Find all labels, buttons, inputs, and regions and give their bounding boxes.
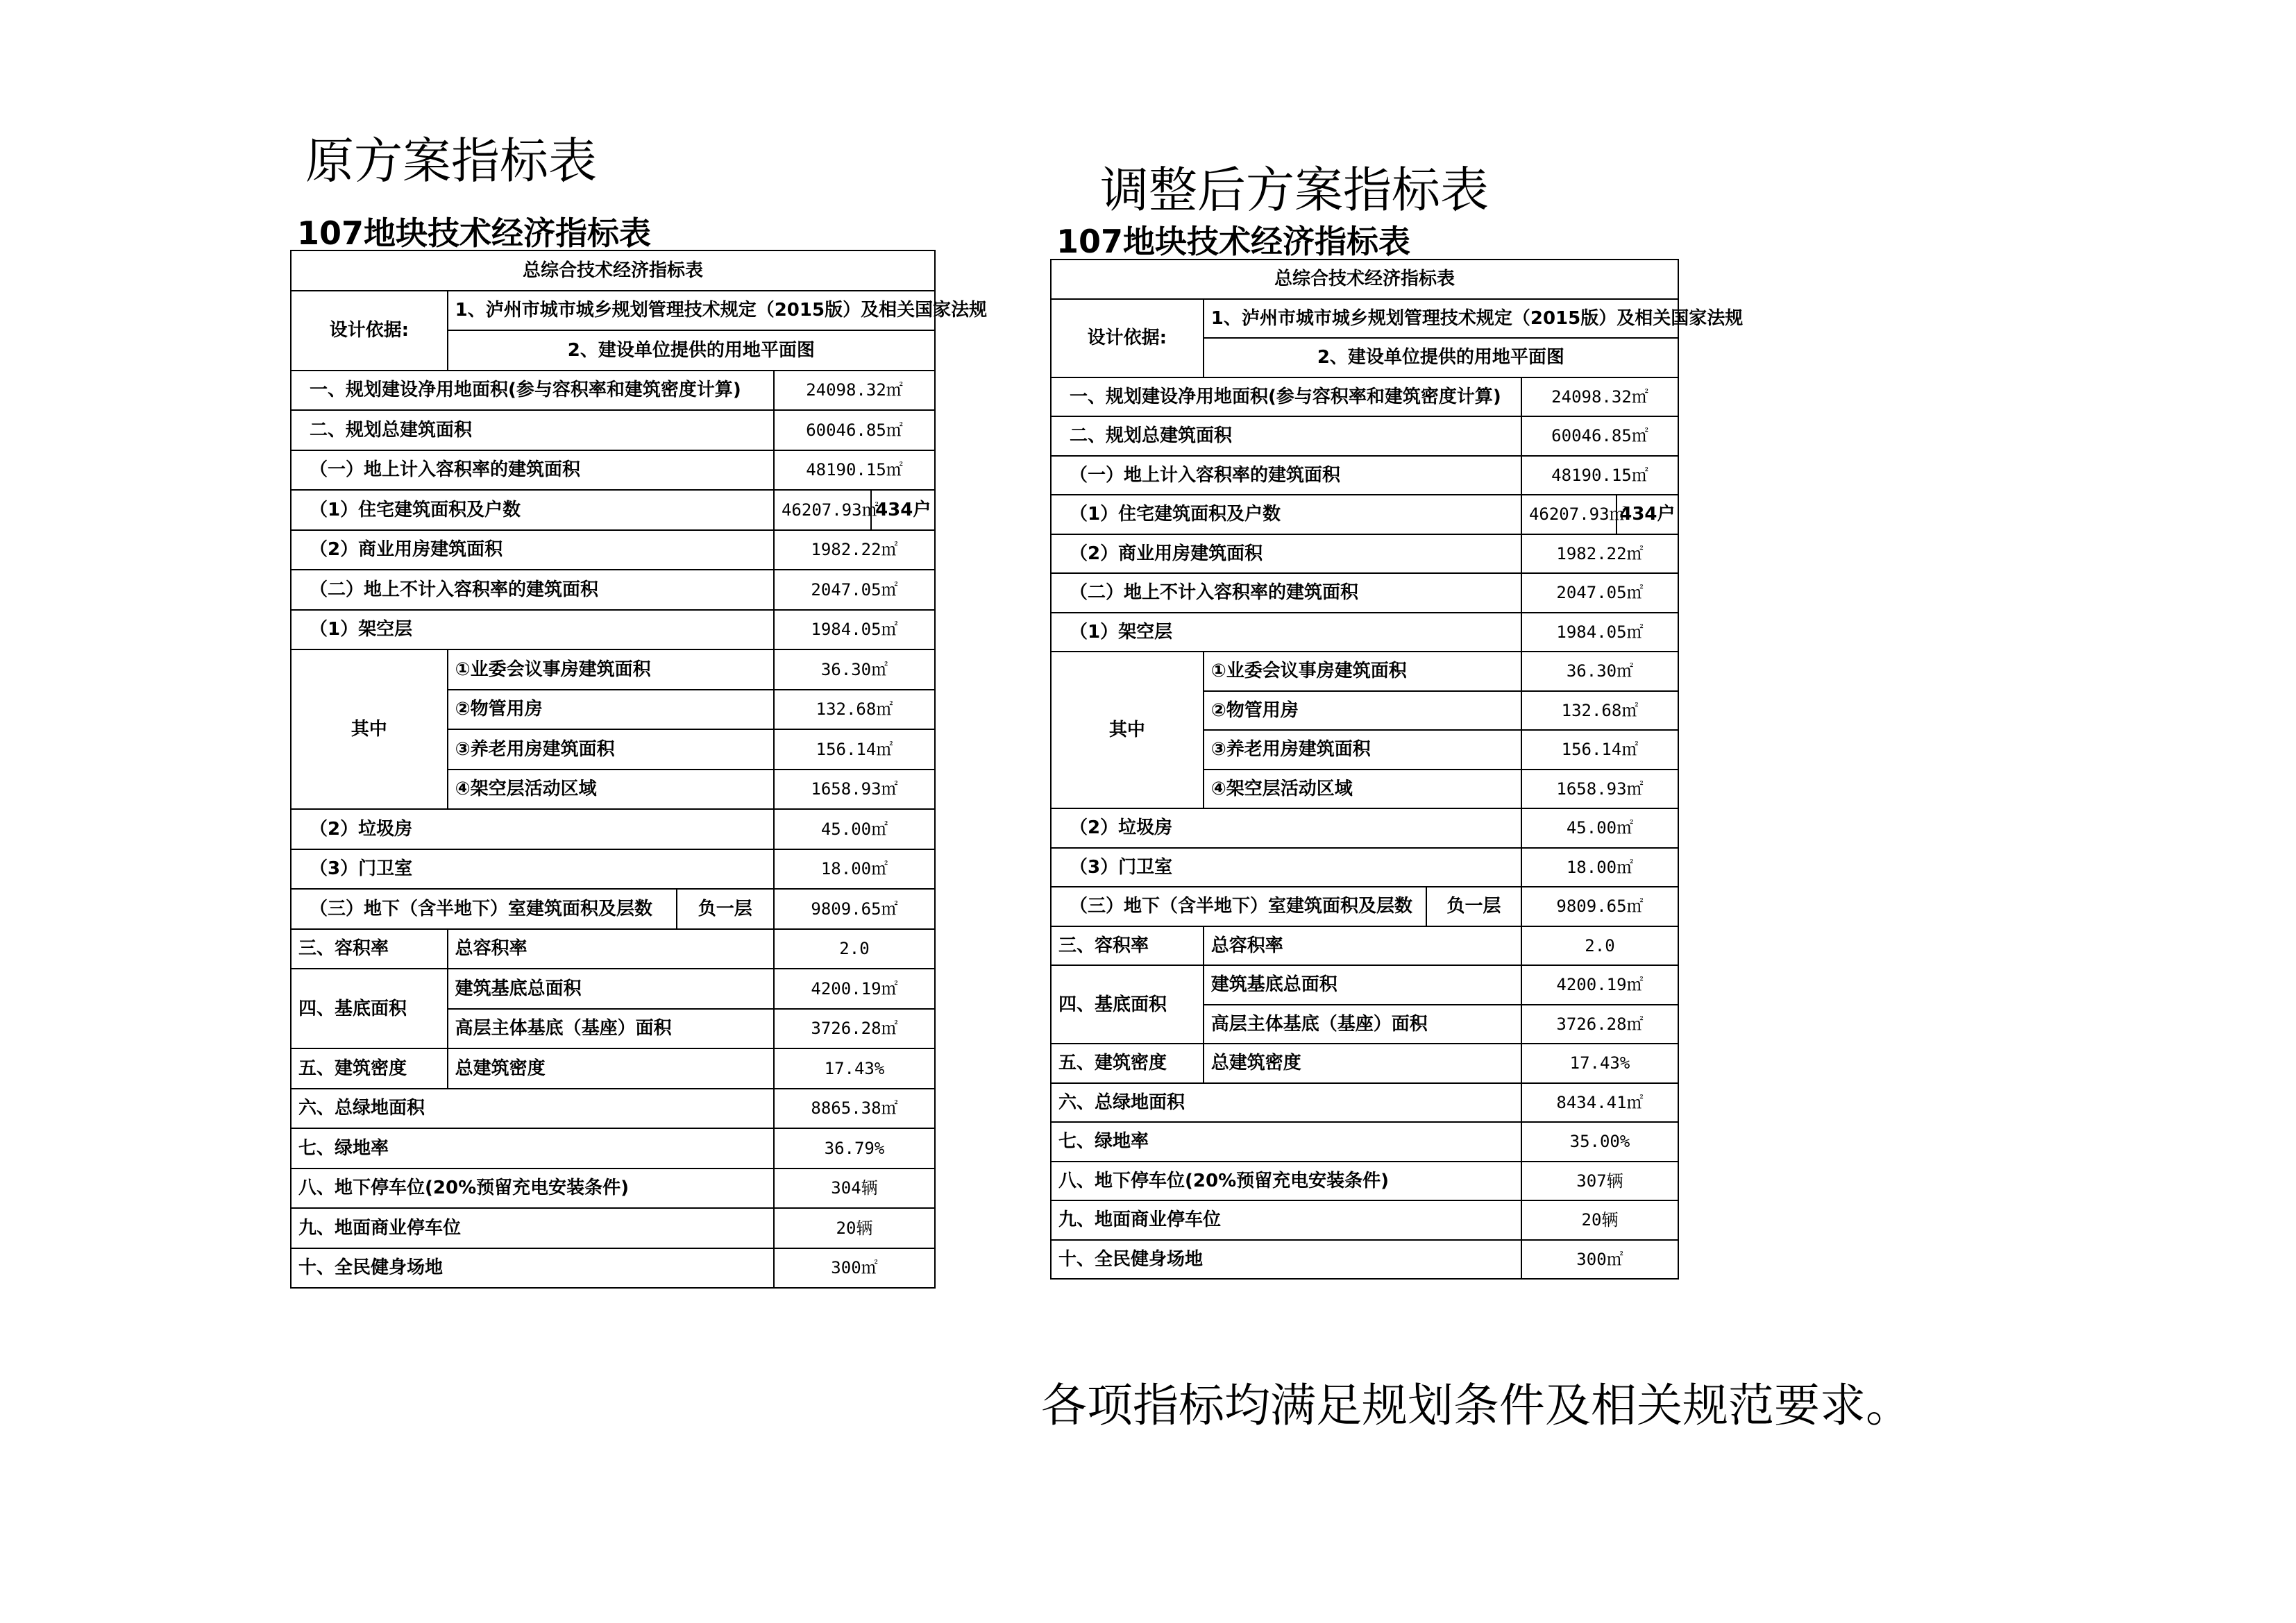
- row-label: 十、全民健身场地: [1051, 1240, 1521, 1280]
- table-row: [291, 450, 935, 491]
- row-value: 156.14㎡: [1521, 730, 1678, 770]
- row-value: 18.00㎡: [774, 849, 935, 890]
- row-value: 48190.15㎡: [1521, 456, 1678, 495]
- row-value: 132.68㎡: [1521, 691, 1678, 731]
- table-row: [1051, 377, 1678, 417]
- row-label: （2）商业用房建筑面积: [1051, 534, 1521, 574]
- row-label: 二、规划总建筑面积: [291, 410, 774, 450]
- row-label: （二）地上不计入容积率的建筑面积: [1051, 573, 1521, 613]
- row-label: （二）地上不计入容积率的建筑面积: [291, 570, 774, 610]
- table-row: [291, 929, 935, 969]
- row-value: 24098.32㎡: [1521, 377, 1678, 417]
- row-value: 48190.15㎡: [774, 450, 935, 491]
- row-value: 2047.05㎡: [1521, 573, 1678, 613]
- row-value: 3726.28㎡: [1521, 1005, 1678, 1044]
- row-label: ③养老用房建筑面积: [1204, 730, 1521, 770]
- qizhong-label: 其中: [291, 649, 448, 809]
- table-row: [291, 1048, 935, 1089]
- row-value: 4200.19㎡: [774, 969, 935, 1009]
- row-value: 1658.93㎡: [1521, 770, 1678, 809]
- row-value: 1982.22㎡: [774, 530, 935, 570]
- row-label: 五、建筑密度: [291, 1048, 448, 1089]
- row-label: （1）架空层: [291, 610, 774, 650]
- table-row: [291, 570, 935, 610]
- row-value: 2.0: [774, 929, 935, 969]
- table-title: 总综合技术经济指标表: [1051, 260, 1678, 299]
- row-label: （2）垃圾房: [1051, 808, 1521, 848]
- table-title-row: [1051, 260, 1678, 299]
- row-value: 24098.32㎡: [774, 371, 935, 411]
- row-value: 304辆: [774, 1169, 935, 1209]
- table-row: [291, 1089, 935, 1129]
- household-count: 434户: [1617, 495, 1678, 534]
- table-row: [291, 371, 935, 411]
- table-row: [291, 410, 935, 450]
- row-value: 132.68㎡: [774, 690, 935, 730]
- row-value: 1658.93㎡: [774, 770, 935, 810]
- row-sublabel: 建筑基底总面积: [1204, 965, 1521, 1005]
- table-row: [1051, 848, 1678, 887]
- table-row: [1051, 534, 1678, 574]
- adjusted-subheading: 107地块技术经济指标表: [1056, 223, 1411, 260]
- row-value: 20辆: [774, 1208, 935, 1248]
- floor-level: 负一层: [677, 889, 774, 929]
- row-label: ①业委会议事房建筑面积: [1204, 652, 1521, 691]
- row-value: 300㎡: [774, 1248, 935, 1289]
- row-value: 1984.05㎡: [1521, 613, 1678, 652]
- table-row: [1051, 926, 1678, 966]
- row-value: 2047.05㎡: [774, 570, 935, 610]
- row-value: 1984.05㎡: [774, 610, 935, 650]
- row-value: 156.14㎡: [774, 729, 935, 770]
- table-title: 总综合技术经济指标表: [291, 250, 935, 291]
- table-row: [291, 969, 935, 1009]
- table-row: [291, 610, 935, 650]
- basis-item: 2、建设单位提供的用地平面图: [448, 330, 935, 371]
- row-value: 36.30㎡: [1521, 652, 1678, 691]
- table-row: [1051, 613, 1678, 652]
- original-indicator-table: [290, 250, 988, 1289]
- table-row: [1051, 1240, 1678, 1280]
- row-value: 45.00㎡: [1521, 808, 1678, 848]
- row-value: 36.79%: [774, 1128, 935, 1169]
- row-value: 20辆: [1521, 1200, 1678, 1240]
- row-label: 九、地面商业停车位: [291, 1208, 774, 1248]
- row-label: ④架空层活动区域: [1204, 770, 1521, 809]
- row-label: （3）门卫室: [291, 849, 774, 890]
- table-row: [1051, 887, 1678, 926]
- table-row: [291, 490, 935, 530]
- row-value: 35.00%: [1521, 1122, 1678, 1162]
- row-label: 三、容积率: [291, 929, 448, 969]
- row-label: （三）地下（含半地下）室建筑面积及层数: [291, 889, 677, 929]
- row-value: 46207.93㎡: [1521, 495, 1617, 534]
- row-label: （3）门卫室: [1051, 848, 1521, 887]
- basis-item: 1、泸州市城市城乡规划管理技术规定（2015版）及相关国家法规: [448, 291, 935, 331]
- row-label: 六、总绿地面积: [291, 1089, 774, 1129]
- table-row: [291, 1128, 935, 1169]
- row-value: 4200.19㎡: [1521, 965, 1678, 1005]
- row-value: 46207.93㎡: [774, 490, 871, 530]
- row-label: 一、规划建设净用地面积(参与容积率和建筑密度计算): [1051, 377, 1521, 417]
- row-label: （1）住宅建筑面积及户数: [1051, 495, 1521, 534]
- row-value: 60046.85㎡: [774, 410, 935, 450]
- row-label: （2）商业用房建筑面积: [291, 530, 774, 570]
- table-row: [1051, 1044, 1678, 1083]
- row-label: ③养老用房建筑面积: [448, 729, 774, 770]
- row-label: 九、地面商业停车位: [1051, 1200, 1521, 1240]
- table-row: [1051, 416, 1678, 456]
- qizhong-label: 其中: [1051, 652, 1204, 808]
- row-label: 五、建筑密度: [1051, 1044, 1204, 1083]
- table-row: [1051, 1162, 1678, 1201]
- row-label: ②物管用房: [1204, 691, 1521, 731]
- row-label: 十、全民健身场地: [291, 1248, 774, 1289]
- row-value: 3726.28㎡: [774, 1009, 935, 1049]
- row-value: 60046.85㎡: [1521, 416, 1678, 456]
- original-heading: 原方案指标表: [305, 133, 597, 189]
- row-value: 300㎡: [1521, 1240, 1678, 1280]
- row-label: ②物管用房: [448, 690, 774, 730]
- row-value: 307辆: [1521, 1162, 1678, 1201]
- row-value: 2.0: [1521, 926, 1678, 966]
- row-value: 36.30㎡: [774, 649, 935, 690]
- household-count: 434户: [871, 490, 935, 530]
- table-row: [291, 1169, 935, 1209]
- row-value: 9809.65㎡: [774, 889, 935, 929]
- row-label: 三、容积率: [1051, 926, 1204, 966]
- row-label: 七、绿地率: [291, 1128, 774, 1169]
- table-row: [291, 649, 935, 690]
- row-label: 四、基底面积: [1051, 965, 1204, 1044]
- row-value: 9809.65㎡: [1521, 887, 1678, 926]
- row-label: 二、规划总建筑面积: [1051, 416, 1521, 456]
- table-row: [291, 809, 935, 849]
- table-row: [291, 849, 935, 890]
- floor-level: 负一层: [1426, 887, 1521, 926]
- row-sublabel: 总建筑密度: [1204, 1044, 1521, 1083]
- row-label: （三）地下（含半地下）室建筑面积及层数: [1051, 887, 1426, 926]
- table-row: [291, 1248, 935, 1289]
- table-title-row: [291, 250, 935, 291]
- row-label: 八、地下停车位(20%预留充电安装条件): [1051, 1162, 1521, 1201]
- adjusted-heading: 调整后方案指标表: [1100, 162, 1489, 219]
- row-label: 一、规划建设净用地面积(参与容积率和建筑密度计算): [291, 371, 774, 411]
- basis-label: 设计依据:: [291, 291, 448, 371]
- original-subheading: 107地块技术经济指标表: [297, 214, 652, 252]
- conclusion-text: 各项指标均满足规划条件及相关规范要求。: [1041, 1379, 1911, 1432]
- row-sublabel: 总容积率: [448, 929, 774, 969]
- row-value: 8434.41㎡: [1521, 1083, 1678, 1123]
- table-row: [291, 530, 935, 570]
- row-sublabel: 高层主体基底（基座）面积: [448, 1009, 774, 1049]
- row-value: 45.00㎡: [774, 809, 935, 849]
- row-label: 七、绿地率: [1051, 1122, 1521, 1162]
- row-sublabel: 总容积率: [1204, 926, 1521, 966]
- table-row: [291, 889, 935, 929]
- row-sublabel: 高层主体基底（基座）面积: [1204, 1005, 1521, 1044]
- row-label: （一）地上计入容积率的建筑面积: [1051, 456, 1521, 495]
- row-value: 18.00㎡: [1521, 848, 1678, 887]
- table-row: [1051, 652, 1678, 691]
- row-value: 17.43%: [1521, 1044, 1678, 1083]
- row-label: ④架空层活动区域: [448, 770, 774, 810]
- row-value: 1982.22㎡: [1521, 534, 1678, 574]
- row-label: （1）住宅建筑面积及户数: [291, 490, 774, 530]
- basis-row: [1051, 299, 1678, 339]
- row-label: 八、地下停车位(20%预留充电安装条件): [291, 1169, 774, 1209]
- row-label: ①业委会议事房建筑面积: [448, 649, 774, 690]
- basis-item: 2、建设单位提供的用地平面图: [1204, 338, 1678, 377]
- row-sublabel: 总建筑密度: [448, 1048, 774, 1089]
- row-value: 17.43%: [774, 1048, 935, 1089]
- table-row: [1051, 1200, 1678, 1240]
- table-row: [1051, 573, 1678, 613]
- table-row: [1051, 1122, 1678, 1162]
- adjusted-indicator-table: [1050, 259, 1744, 1280]
- row-label: （2）垃圾房: [291, 809, 774, 849]
- table-row: [1051, 808, 1678, 848]
- row-label: （一）地上计入容积率的建筑面积: [291, 450, 774, 491]
- row-label: （1）架空层: [1051, 613, 1521, 652]
- row-label: 六、总绿地面积: [1051, 1083, 1521, 1123]
- row-value: 8865.38㎡: [774, 1089, 935, 1129]
- table-row: [1051, 495, 1678, 534]
- row-label: 四、基底面积: [291, 969, 448, 1048]
- basis-label: 设计依据:: [1051, 299, 1204, 377]
- table-row: [291, 1208, 935, 1248]
- row-sublabel: 建筑基底总面积: [448, 969, 774, 1009]
- table-row: [1051, 965, 1678, 1005]
- basis-row: [291, 291, 935, 331]
- basis-item: 1、泸州市城市城乡规划管理技术规定（2015版）及相关国家法规: [1204, 299, 1678, 339]
- table-row: [1051, 1083, 1678, 1123]
- table-row: [1051, 456, 1678, 495]
